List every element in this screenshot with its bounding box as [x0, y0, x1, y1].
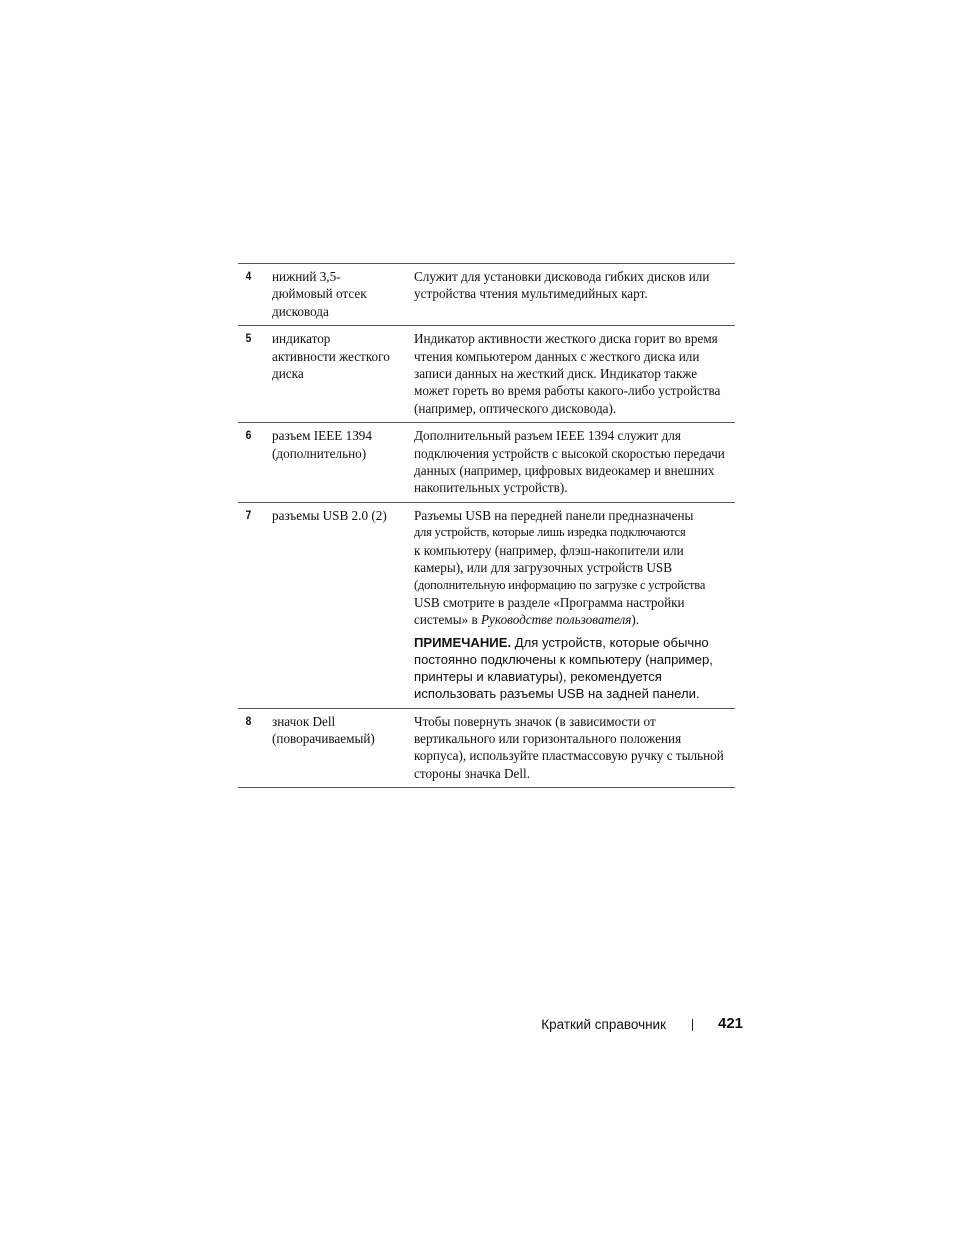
item-number: 5 — [245, 331, 252, 346]
item-name-line: разъем IEEE 1394 (дополнительно) — [272, 428, 372, 461]
item-name — [272, 268, 414, 320]
page-footer — [0, 1015, 954, 1035]
description-line: камеры), или для загрузочных устройств USB — [414, 560, 673, 576]
manual-title: Руководстве пользователя — [481, 612, 632, 628]
item-name-line: индикатор активности жесткого диска — [272, 331, 390, 382]
item-name — [272, 330, 414, 417]
item-description: Служит для установки дисковода гибких дисков или устройства чтения мультимедийных карт. — [414, 269, 710, 302]
note-label: ПРИМЕЧАНИЕ. — [414, 634, 512, 650]
description-line: для устройств, которые лишь изредка подключаются — [414, 525, 686, 540]
page-number: 421 — [718, 1015, 744, 1032]
description-line — [414, 611, 735, 628]
item-name — [272, 427, 414, 497]
note-block — [414, 634, 735, 703]
table-row — [238, 264, 735, 326]
item-number: 4 — [245, 269, 252, 283]
item-description: Индикатор активности жесткого диска горит во время чтения компьютером данных с жесткого диска или записи данных на жесткий диск. Индикатор также может гореть во время работы какого-либо устройства (например, оптического дисковода). — [414, 331, 721, 416]
item-description — [414, 507, 735, 703]
description-line: к компьютеру (например, флэш-накопители или — [414, 542, 684, 558]
description-line: USB смотрите в разделе «Программа настройки — [414, 594, 685, 610]
table-row — [238, 709, 735, 789]
table-row — [238, 503, 735, 709]
description-line: Разъемы USB на передней панели предназначены — [414, 507, 694, 523]
item-description: Дополнительный разъем IEEE 1394 служит для подключения устройств с высокой скоростью передачи данных (например, цифровых видеокамер и внешних накопительных устройств). — [414, 428, 725, 496]
item-description: Чтобы повернуть значок (в зависимости от вертикального или горизонтального положения корпуса), используйте пластмассовую ручку с тыльной стороны значка Dell. — [414, 713, 724, 781]
item-name: разъемы USB 2.0 (2) — [272, 507, 387, 523]
footer-title: Краткий справочник — [541, 1017, 666, 1032]
item-number: 7 — [245, 507, 252, 522]
table-row — [238, 326, 735, 423]
item-name-line: значок Dell (поворачиваемый) — [272, 713, 375, 746]
item-name-line: нижний 3,5- дюймовый отсек дисковода — [272, 269, 367, 319]
item-name — [272, 713, 414, 783]
table-row — [238, 423, 735, 503]
note-text: Для устройств, которые обычно постоянно подключены к компьютеру (например, принтеры и клавиатуры), рекомендуется использовать разъемы USB на задней панели. — [414, 634, 713, 702]
item-number: 6 — [245, 428, 252, 443]
footer-separator — [692, 1019, 693, 1031]
description-text: ). — [631, 612, 640, 628]
description-text: системы» в — [414, 612, 481, 628]
item-number: 8 — [245, 713, 252, 728]
spec-table — [238, 263, 735, 788]
description-line: (дополнительную информацию по загрузке с устройства — [414, 577, 706, 592]
